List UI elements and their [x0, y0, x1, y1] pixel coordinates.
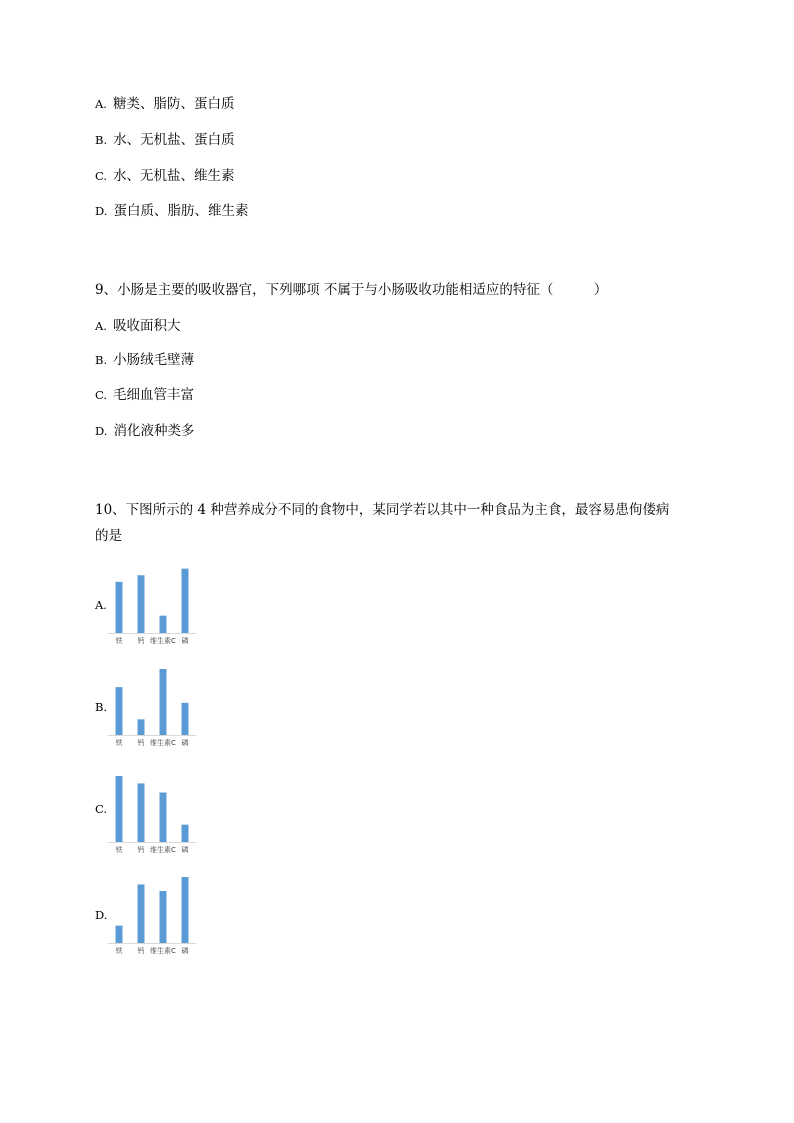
chart-a-letter: A.: [95, 598, 107, 612]
q9-option-a: [95, 317, 180, 335]
option-text: 毛细血管丰富: [113, 387, 195, 403]
bar-calcium: [138, 783, 145, 842]
q9-option-b: [95, 351, 194, 369]
option-text: 糖类、脂防、蛋白质: [112, 96, 235, 112]
chart-c: [108, 772, 198, 854]
x-tick-label-calcium: 钙: [137, 637, 145, 645]
q8-option-c: [95, 167, 235, 185]
chart-a: [108, 563, 198, 645]
option-letter: B.: [95, 353, 108, 367]
chart-b: [108, 665, 198, 747]
option-text: 小肠绒毛壁薄: [113, 352, 195, 368]
option-letter: C.: [95, 169, 108, 183]
option-text: 水、无机盐、蛋白质: [113, 132, 235, 148]
chart-b-letter: B.: [95, 700, 108, 714]
q9-stem: 9、小肠是主要的吸收器官，下列哪项 不属于与小肠吸收功能相适应的特征（ ）: [95, 282, 608, 298]
option-text: 蛋白质、脂肪、维生素: [113, 203, 249, 219]
bar-calcium: [138, 884, 145, 943]
option-letter: B.: [95, 133, 108, 147]
option-letter: D.: [95, 204, 108, 218]
x-tick-label-vitamin-c: 维生素C: [150, 846, 176, 854]
chart-d: [108, 873, 198, 955]
x-tick-label-vitamin-c: 维生素C: [150, 637, 176, 645]
bar-phosphorus: [182, 877, 189, 943]
x-tick-label-phosphorus: 磷: [181, 739, 189, 747]
q9-option-c: [95, 386, 194, 404]
x-tick-label-vitamin-c: 维生素C: [150, 739, 176, 747]
option-letter: D.: [95, 424, 108, 438]
bar-vitamin-c: [160, 669, 167, 735]
bar-phosphorus: [182, 825, 189, 842]
bar-phosphorus: [182, 703, 189, 735]
bar-iron: [116, 582, 123, 633]
option-text: 水、无机盐、维生素: [113, 168, 235, 184]
x-tick-label-phosphorus: 磷: [181, 846, 189, 854]
bar-vitamin-c: [160, 793, 167, 843]
q8-option-d: [95, 202, 248, 220]
bar-calcium: [138, 575, 145, 633]
q9-option-d: [95, 422, 194, 440]
x-tick-label-phosphorus: 磷: [181, 947, 189, 955]
bar-vitamin-c: [160, 616, 167, 633]
bar-iron: [116, 926, 123, 943]
x-tick-label-calcium: 钙: [137, 739, 145, 747]
option-letter: C.: [95, 388, 108, 402]
bar-iron: [116, 776, 123, 842]
x-tick-label-calcium: 钙: [137, 846, 145, 854]
chart-d-letter: D.: [95, 908, 108, 922]
option-letter: A.: [95, 319, 107, 333]
bar-calcium: [138, 719, 145, 735]
x-tick-label-calcium: 钙: [137, 947, 145, 955]
option-letter: A.: [95, 97, 107, 111]
q10-stem-line2: 的是: [95, 528, 122, 544]
q10-stem-line1: 10、下图所示的 4 种营养成分不同的食物中，某同学若以其中一种食品为主食，最容易患佝偻病: [95, 502, 670, 518]
chart-c-letter: C.: [95, 802, 108, 816]
bar-iron: [116, 687, 123, 735]
x-tick-label-iron: 铁: [115, 637, 123, 645]
x-tick-label-iron: 铁: [115, 846, 123, 854]
option-text: 消化液种类多: [113, 423, 195, 439]
bar-phosphorus: [182, 569, 189, 633]
x-tick-label-vitamin-c: 维生素C: [150, 947, 176, 955]
q8-option-a: [95, 95, 234, 113]
q8-option-b: [95, 131, 235, 149]
option-text: 吸收面积大: [112, 318, 181, 334]
x-tick-label-iron: 铁: [115, 947, 123, 955]
x-tick-label-phosphorus: 磷: [181, 637, 189, 645]
bar-vitamin-c: [160, 891, 167, 943]
x-tick-label-iron: 铁: [115, 739, 123, 747]
